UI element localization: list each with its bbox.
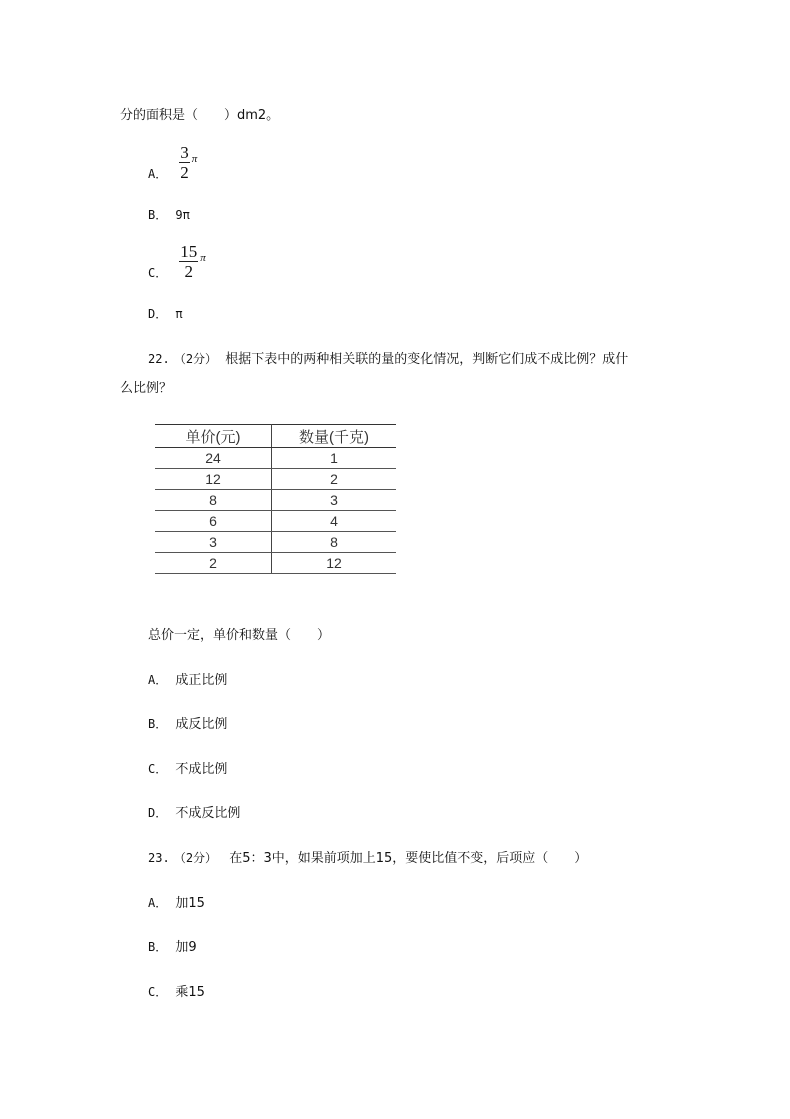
fraction-numerator: 3 (180, 143, 189, 162)
question-stem: 根据下表中的两种相关联的量的变化情况，判断它们成不成比例？成什 (225, 352, 629, 367)
table-cell: 8 (155, 490, 272, 511)
question-number: 23. (148, 851, 170, 865)
option-letter: C． (148, 762, 168, 776)
table-row (155, 532, 396, 553)
table-cell: 3 (272, 490, 397, 511)
question-21-stem-end: 分的面积是（ ）dm2。 (120, 108, 280, 123)
table-cell: 12 (272, 553, 397, 574)
option-text: 不成比例 (175, 762, 228, 777)
option-text: π (175, 307, 183, 321)
table-cell: 8 (272, 532, 397, 553)
table-cell: 2 (272, 469, 397, 490)
option-text: 成正比例 (175, 673, 228, 688)
option-letter: C． (148, 985, 168, 999)
fraction-denominator: 2 (184, 262, 193, 281)
option-23-b[interactable] (148, 936, 197, 955)
option-letter: D． (148, 307, 168, 321)
question-points: （2分） (173, 352, 218, 366)
option-letter: D． (148, 806, 168, 820)
option-letter: B． (148, 717, 168, 731)
option-text: 加9 (175, 940, 197, 955)
option-text: 成反比例 (175, 717, 228, 732)
option-letter: A． (148, 167, 168, 181)
question-points: （2分） (173, 851, 218, 865)
fraction (179, 144, 190, 181)
option-22-d[interactable] (148, 802, 240, 821)
question-number: 22. (148, 352, 170, 366)
option-22-c[interactable] (148, 758, 227, 777)
fraction-denominator: 2 (180, 163, 189, 182)
table-row (155, 448, 396, 469)
option-21-b[interactable] (148, 206, 190, 223)
table-row (155, 511, 396, 532)
option-letter: C． (148, 266, 168, 280)
pi-symbol: π (200, 251, 206, 264)
table-row (155, 469, 396, 490)
option-23-c[interactable] (148, 981, 205, 1000)
option-text: 9π (175, 208, 190, 222)
table-header-row (155, 425, 396, 448)
option-letter: A． (148, 673, 168, 687)
table-header-quantity: 数量(千克) (272, 425, 397, 448)
option-text: 不成反比例 (175, 806, 241, 821)
option-text: 乘15 (175, 985, 205, 1000)
option-text: 加15 (175, 896, 205, 911)
option-21-c[interactable] (148, 242, 206, 281)
table-cell: 3 (155, 532, 272, 553)
table-cell: 2 (155, 553, 272, 574)
table-cell: 1 (272, 448, 397, 469)
option-21-d[interactable] (148, 305, 183, 322)
question-22-sub-question: 总价一定，单价和数量（ ） (148, 628, 331, 643)
question-23-header (148, 847, 587, 866)
option-letter: B． (148, 208, 168, 222)
option-21-a[interactable] (148, 143, 197, 182)
question-22-header (148, 348, 628, 367)
table-cell: 24 (155, 448, 272, 469)
question-stem: 在5：3中，如果前项加上15，要使比值不变，后项应（ ） (229, 851, 588, 866)
option-letter: A． (148, 896, 168, 910)
question-22-stem-line2: 么比例？ (120, 381, 173, 396)
table-header-price: 单价(元) (155, 425, 272, 448)
table-row (155, 553, 396, 574)
table-cell: 4 (272, 511, 397, 532)
data-table (155, 424, 396, 574)
table-cell: 6 (155, 511, 272, 532)
option-22-a[interactable] (148, 669, 227, 688)
pi-symbol: π (191, 152, 198, 165)
option-letter: B． (148, 940, 168, 954)
option-22-b[interactable] (148, 713, 227, 732)
fraction-numerator: 15 (180, 242, 198, 261)
fraction (179, 243, 198, 280)
table-cell: 12 (155, 469, 272, 490)
option-23-a[interactable] (148, 892, 205, 911)
table-row (155, 490, 396, 511)
